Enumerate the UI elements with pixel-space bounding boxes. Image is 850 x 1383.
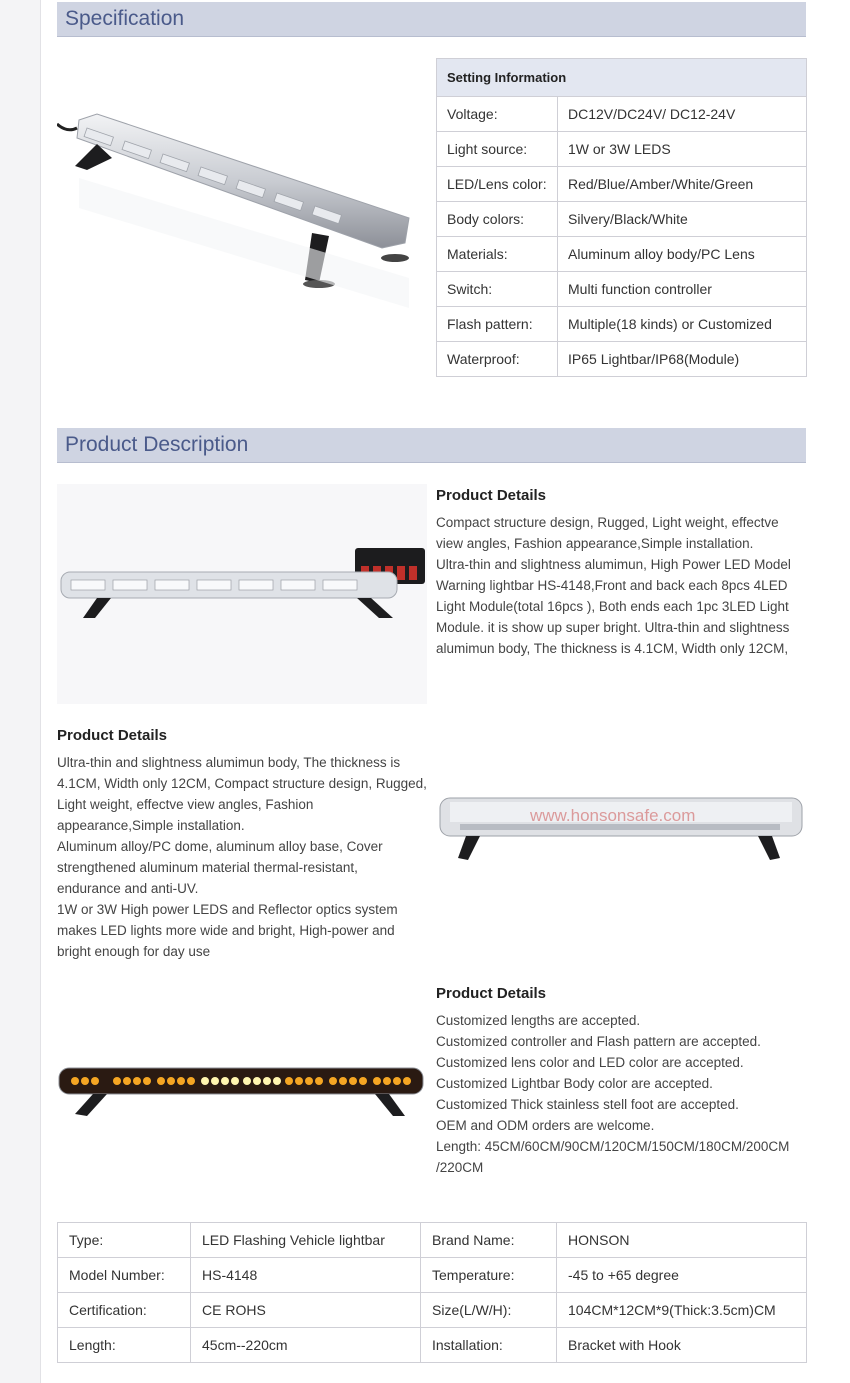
spec-key: Waterproof: [437,342,558,377]
details-line: Customized lens color and LED color are accepted. [436,1055,744,1070]
attr-key: Size(L/W/H): [421,1293,557,1328]
spec-key: Flash pattern: [437,307,558,342]
section-header-product-description [57,428,806,463]
spec-value: Multi function controller [558,272,807,307]
details-line: /220CM [436,1160,484,1175]
details-line: Ultra-thin and slightness alumimun, High Power LED Model [436,557,791,572]
spec-row [437,167,807,202]
details-heading: Product Details [436,985,547,1002]
attr-value: LED Flashing Vehicle lightbar [191,1223,421,1258]
details-line: Length: 45CM/60CM/90CM/120CM/150CM/180CM/200CM [436,1139,790,1154]
spec-key: Light source: [437,132,558,167]
details-line: strengthened aluminum material thermal-resistant, [57,860,358,875]
product-details-block-3 [436,984,808,1178]
spec-value: 1W or 3W LEDS [558,132,807,167]
attr-value: 45cm--220cm [191,1328,421,1363]
details-line: Light weight, effectve view angles, Fashion [57,797,314,812]
attr-value: 104CM*12CM*9(Thick:3.5cm)CM [557,1293,807,1328]
details-heading: Product Details [57,727,168,744]
attr-key: Brand Name: [421,1223,557,1258]
attr-key: Certification: [58,1293,191,1328]
details-line: 4.1CM, Width only 12CM, Compact structure design, Rugged, [57,776,427,791]
attr-value: CE ROHS [191,1293,421,1328]
details-line: appearance,Simple installation. [57,818,245,833]
spec-value: Aluminum alloy body/PC Lens [558,237,807,272]
details-line: Compact structure design, Rugged, Light weight, effectve [436,515,779,530]
details-line: Customized Thick stainless stell foot are accepted. [436,1097,739,1112]
details-line: makes LED lights more wide and bright, High-power and [57,923,395,938]
lightbar-photo-angled [57,58,413,318]
section-header-specification [57,2,806,37]
details-line: Light Module(total 16pcs ), Both ends each 1pc 3LED Light [436,599,789,614]
details-heading: Product Details [436,487,547,504]
spec-key: Voltage: [437,97,558,132]
spec-row [437,237,807,272]
attr-key: Installation: [421,1328,557,1363]
details-line: 1W or 3W High power LEDS and Reflector optics system [57,902,398,917]
attr-value: HS-4148 [191,1258,421,1293]
spec-row [437,132,807,167]
spec-row [437,307,807,342]
details-line: view angles, Fashion appearance,Simple installation. [436,536,754,551]
details-line: alumimun body, The thickness is 4.1CM, Width only 12CM, [436,641,789,656]
lightbar-photo-with-controller [57,484,427,704]
details-line: Ultra-thin and slightness alumimun body, The thickness is [57,755,401,770]
attributes-row [58,1258,807,1293]
product-details-block-1 [436,486,806,659]
details-line: bright enough for day use [57,944,211,959]
product-details-block-2 [57,726,432,962]
section-title: Product Description [65,433,249,456]
spec-value: Red/Blue/Amber/White/Green [558,167,807,202]
spec-row [437,97,807,132]
attr-key: Temperature: [421,1258,557,1293]
spec-value: Multiple(18 kinds) or Customized [558,307,807,342]
attr-key: Model Number: [58,1258,191,1293]
spec-table-header: Setting Information [437,59,807,97]
attributes-row [58,1328,807,1363]
spec-row [437,202,807,237]
details-line: endurance and anti-UV. [57,881,199,896]
details-line: Warning lightbar HS-4148,Front and back each 8pcs 4LED [436,578,788,593]
details-line: Aluminum alloy/PC dome, aluminum alloy base, Cover [57,839,383,854]
attr-key: Type: [58,1223,191,1258]
details-line: OEM and ODM orders are welcome. [436,1118,655,1133]
spec-key: Materials: [437,237,558,272]
specification-table [436,58,807,377]
attr-key: Length: [58,1328,191,1363]
attr-value: HONSON [557,1223,807,1258]
watermark-text: www.honsonsafe.com [530,806,696,825]
details-line: Module. it is show up super bright. Ultra-thin and slightness [436,620,790,635]
spec-row [437,342,807,377]
left-rail [0,0,41,1383]
spec-row [437,272,807,307]
attr-value: -45 to +65 degree [557,1258,807,1293]
lightbar-photo-amber [57,1060,427,1130]
spec-value: Silvery/Black/White [558,202,807,237]
attributes-table [57,1222,807,1363]
spec-value: IP65 Lightbar/IP68(Module) [558,342,807,377]
attributes-row [58,1293,807,1328]
details-line: Customized controller and Flash pattern are accepted. [436,1034,761,1049]
details-line: Customized Lightbar Body color are accepted. [436,1076,713,1091]
attributes-row [58,1223,807,1258]
spec-value: DC12V/DC24V/ DC12-24V [558,97,807,132]
details-line: Customized lengths are accepted. [436,1013,641,1028]
attr-value: Bracket with Hook [557,1328,807,1363]
spec-key: Switch: [437,272,558,307]
spec-key: LED/Lens color: [437,167,558,202]
section-title: Specification [65,7,185,30]
spec-key: Body colors: [437,202,558,237]
